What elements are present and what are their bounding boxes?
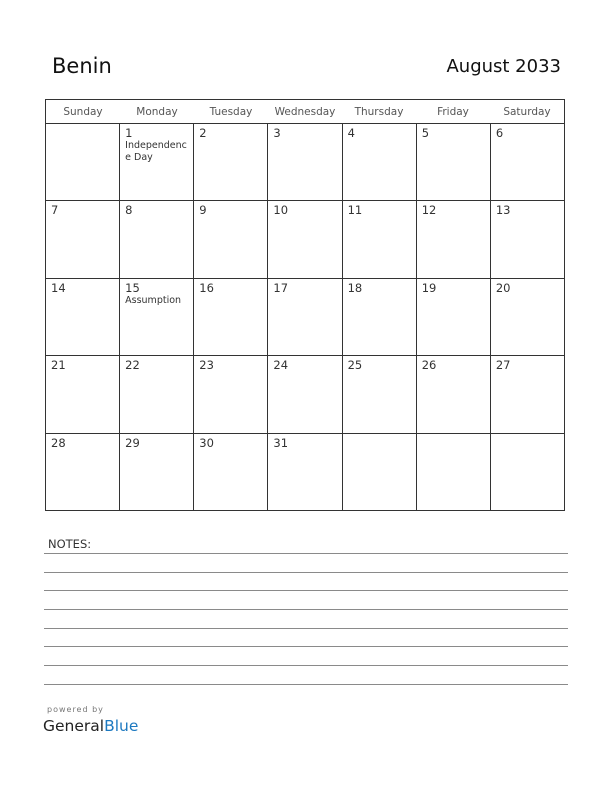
notes-line (44, 628, 568, 629)
calendar-day-cell (491, 201, 564, 277)
day-number: 5 (421, 126, 430, 140)
calendar-day-cell (46, 356, 120, 432)
notes-line (44, 646, 568, 647)
logo-blue-text: Blue (104, 717, 139, 735)
calendar-week-row (46, 279, 564, 356)
day-number: 11 (347, 203, 363, 218)
calendar-day-cell (46, 124, 120, 200)
day-number: 27 (495, 358, 511, 373)
powered-by-text: powered by (47, 705, 104, 714)
day-number: 17 (273, 280, 289, 295)
calendar-day-cell (46, 279, 120, 355)
day-number: 31 (273, 435, 289, 450)
notes-label: NOTES: (48, 537, 92, 551)
day-number: 22 (125, 358, 140, 373)
day-number: 1 (125, 126, 133, 140)
holiday-label: Assumption (125, 294, 182, 306)
calendar-week-row (46, 201, 564, 278)
calendar-day-cell (268, 279, 342, 355)
day-number: 3 (273, 126, 281, 140)
day-number: 13 (495, 203, 511, 218)
calendar-day-cell (194, 201, 268, 277)
calendar-week-row (46, 434, 564, 511)
calendar-day-cell (120, 434, 194, 511)
calendar-day-cell (417, 356, 491, 432)
notes-line (44, 609, 568, 610)
calendar-weeks (46, 124, 564, 510)
calendar-day-cell (343, 356, 417, 432)
day-number: 19 (421, 280, 437, 295)
generalblue-logo (43, 717, 138, 735)
day-number: 18 (347, 280, 363, 295)
weekday-saturday: Saturday (503, 106, 551, 118)
day-number: 20 (495, 280, 511, 295)
day-number: 26 (421, 358, 437, 373)
day-number: 16 (199, 280, 214, 295)
day-number: 15 (125, 280, 140, 295)
calendar-day-cell (194, 279, 268, 355)
holiday-label: Independence Day (125, 140, 187, 163)
weekday-header-row (46, 100, 564, 124)
calendar-day-cell (268, 356, 342, 432)
logo-general-text: General (43, 717, 105, 735)
notes-line (44, 553, 568, 554)
calendar-day-cell (46, 201, 120, 277)
day-number: 29 (125, 435, 140, 450)
notes-line (44, 590, 568, 591)
weekday-monday: Monday (136, 106, 178, 118)
calendar-day-cell (417, 434, 491, 511)
calendar-day-cell (120, 201, 194, 277)
weekday-thursday: Thursday (354, 106, 404, 118)
day-number: 7 (51, 203, 59, 218)
calendar-day-cell (120, 356, 194, 432)
calendar-day-cell (491, 279, 564, 355)
calendar-day-cell (268, 434, 342, 511)
day-number: 23 (199, 358, 214, 373)
day-number: 8 (125, 203, 133, 218)
calendar-day-cell (120, 279, 194, 355)
notes-line (44, 572, 568, 573)
calendar-day-cell (343, 279, 417, 355)
day-number: 21 (51, 358, 66, 373)
day-number: 10 (273, 203, 289, 218)
weekday-sunday: Sunday (63, 106, 103, 118)
calendar-grid (45, 99, 565, 511)
calendar-day-cell (194, 434, 268, 511)
day-number: 9 (199, 203, 207, 218)
calendar-day-cell (194, 124, 268, 200)
calendar-day-cell (491, 356, 564, 432)
calendar-day-cell (491, 124, 564, 200)
notes-line (44, 684, 568, 685)
calendar-day-cell (194, 356, 268, 432)
day-number: 24 (273, 358, 289, 373)
calendar-day-cell (268, 201, 342, 277)
calendar-day-cell (417, 124, 491, 200)
country-title: Benin (52, 54, 112, 78)
day-number: 14 (51, 280, 66, 295)
calendar-day-cell (417, 279, 491, 355)
weekday-friday: Friday (437, 106, 469, 118)
calendar-day-cell (417, 201, 491, 277)
calendar-day-cell (343, 434, 417, 511)
calendar-day-cell (46, 434, 120, 511)
calendar-day-cell (343, 124, 417, 200)
weekday-tuesday: Tuesday (209, 106, 253, 118)
day-number: 30 (199, 435, 214, 450)
weekday-wednesday: Wednesday (274, 106, 336, 118)
calendar-day-cell (491, 434, 564, 511)
calendar-week-row (46, 356, 564, 433)
day-number: 2 (199, 126, 207, 140)
calendar-week-row (46, 124, 564, 201)
day-number: 6 (495, 126, 504, 140)
day-number: 25 (347, 358, 363, 373)
calendar-day-cell (268, 124, 342, 200)
day-number: 28 (51, 435, 66, 450)
calendar-day-cell (120, 124, 194, 200)
day-number: 4 (347, 126, 355, 140)
month-year-title: August 2033 (446, 56, 561, 77)
calendar-day-cell (343, 201, 417, 277)
day-number: 12 (421, 203, 437, 218)
notes-line (44, 665, 568, 666)
